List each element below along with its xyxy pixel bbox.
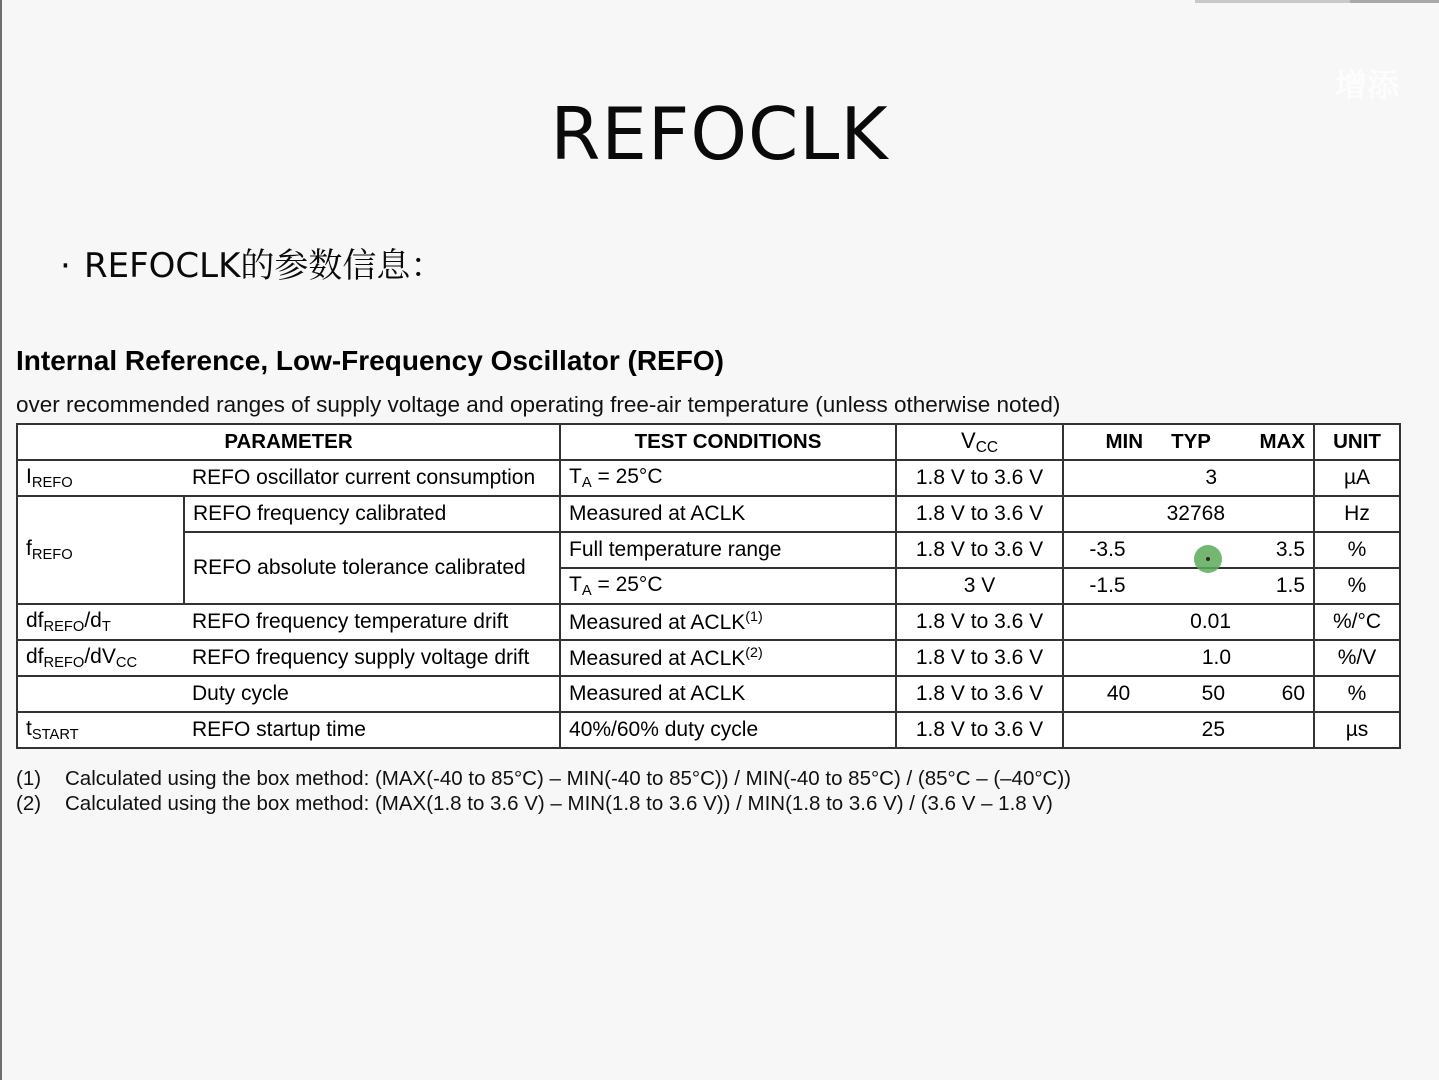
row-min — [1063, 496, 1151, 532]
row-max — [1231, 640, 1314, 676]
row-symbol: $df_{REFO}/d_T$ — [17, 604, 184, 640]
row-vcc: 1.8 V to 3.6 V — [896, 712, 1063, 748]
row-min — [1063, 604, 1151, 640]
row-vcc: 1.8 V to 3.6 V — [896, 532, 1063, 568]
header-test-conditions: TEST CONDITIONS — [560, 424, 896, 460]
row-max: 60 — [1231, 676, 1314, 712]
row-typ: 1.0 — [1151, 640, 1231, 676]
row-symbol — [17, 676, 184, 712]
row-max — [1231, 712, 1314, 748]
row-condition: 40%/60% duty cycle — [560, 712, 896, 748]
row-min — [1063, 640, 1151, 676]
table-row — [17, 604, 1400, 640]
row-unit: %/°C — [1314, 604, 1400, 640]
row-symbol: $f_{REFO}$ — [17, 496, 184, 604]
row-vcc: 1.8 V to 3.6 V — [896, 460, 1063, 496]
row-condition: Measured at ACLK$^{(1)}$ — [560, 604, 896, 640]
row-condition: Full temperature range — [560, 532, 896, 568]
header-vcc: $V_{CC}$ — [896, 424, 1063, 460]
row-description: REFO frequency temperature drift — [184, 604, 560, 640]
row-max: 1.5 — [1231, 568, 1314, 604]
row-unit: %/V — [1314, 640, 1400, 676]
row-description: Duty cycle — [184, 676, 560, 712]
table-row — [17, 496, 1400, 532]
pointer-cursor-icon — [1194, 545, 1222, 573]
row-unit: µA — [1314, 460, 1400, 496]
row-typ: 25 — [1151, 712, 1231, 748]
row-unit: % — [1314, 532, 1400, 568]
bullet-text: REFOCLK的参数信息： — [84, 246, 445, 286]
row-typ: 0.01 — [1151, 604, 1231, 640]
row-typ: 50 — [1151, 676, 1231, 712]
row-description: REFO startup time — [184, 712, 560, 748]
row-max — [1231, 496, 1314, 532]
row-description: REFO oscillator current consumption — [184, 460, 560, 496]
row-unit: % — [1314, 568, 1400, 604]
header-min: MIN — [1063, 424, 1151, 460]
row-description: REFO absolute tolerance calibrated — [184, 532, 560, 604]
row-max — [1231, 604, 1314, 640]
table-row — [17, 460, 1400, 496]
row-condition: $T_A = 25^\circ C$ — [560, 568, 896, 604]
row-condition: $T_A = 25^\circ C$ — [560, 460, 896, 496]
doc-heading: Internal Reference, Low-Frequency Oscillator (REFO) — [16, 345, 724, 376]
row-vcc: 1.8 V to 3.6 V — [896, 640, 1063, 676]
row-unit: Hz — [1314, 496, 1400, 532]
table-row — [17, 640, 1400, 676]
row-vcc: 1.8 V to 3.6 V — [896, 604, 1063, 640]
header-typ: TYP — [1151, 424, 1231, 460]
bullet-dot-icon: · — [60, 246, 71, 286]
footnotes — [16, 766, 1071, 816]
table-row — [17, 712, 1400, 748]
row-min — [1063, 712, 1151, 748]
header-parameter: PARAMETER — [17, 424, 560, 460]
header-max: MAX — [1231, 424, 1314, 460]
table-row — [17, 532, 1400, 568]
row-typ — [1151, 568, 1231, 604]
bullet-item — [60, 238, 444, 287]
top-toolbar-strip-dark — [1350, 0, 1439, 3]
footnote-item: (1) Calculated using the box method: (MAX(-40 to 85°C) – MIN(-40 to 85°C)) / MIN(-40 to 85°C) / (85°C – (–40°C)) — [16, 767, 1072, 790]
doc-subheading: over recommended ranges of supply voltage and operating free-air temperature (unless otherwise noted) — [16, 392, 1061, 417]
row-min: 40 — [1063, 676, 1151, 712]
table-header-row — [17, 424, 1400, 460]
slide-title: REFOCLK — [550, 92, 889, 176]
row-min — [1063, 460, 1151, 496]
row-description: REFO frequency supply voltage drift — [184, 640, 560, 676]
row-symbol: $I_{REFO}$ — [17, 460, 184, 496]
row-max — [1231, 460, 1314, 496]
row-min: -3.5 — [1063, 532, 1151, 568]
watermark: 增添 — [1335, 66, 1400, 104]
row-unit: µs — [1314, 712, 1400, 748]
row-vcc: 1.8 V to 3.6 V — [896, 676, 1063, 712]
row-symbol: $df_{REFO}/dV_{CC}$ — [17, 640, 184, 676]
row-description: REFO frequency calibrated — [184, 496, 560, 532]
row-symbol: $t_{START}$ — [17, 712, 184, 748]
row-typ: 32768 — [1151, 496, 1231, 532]
header-unit: UNIT — [1314, 424, 1400, 460]
row-vcc: 1.8 V to 3.6 V — [896, 496, 1063, 532]
row-condition: Measured at ACLK$^{(2)}$ — [560, 640, 896, 676]
footnote-item: (2) Calculated using the box method: (MAX(1.8 to 3.6 V) – MIN(1.8 to 3.6 V)) / MIN(1.8 to 3.6 V) / (3.6 V – 1.8 V) — [16, 792, 1053, 815]
row-max: 3.5 — [1231, 532, 1314, 568]
row-vcc: 3 V — [896, 568, 1063, 604]
row-condition: Measured at ACLK — [560, 496, 896, 532]
row-condition: Measured at ACLK — [560, 676, 896, 712]
row-unit: % — [1314, 676, 1400, 712]
row-min: -1.5 — [1063, 568, 1151, 604]
spec-table — [16, 423, 1401, 749]
row-typ: 3 — [1151, 460, 1231, 496]
table-row — [17, 676, 1400, 712]
